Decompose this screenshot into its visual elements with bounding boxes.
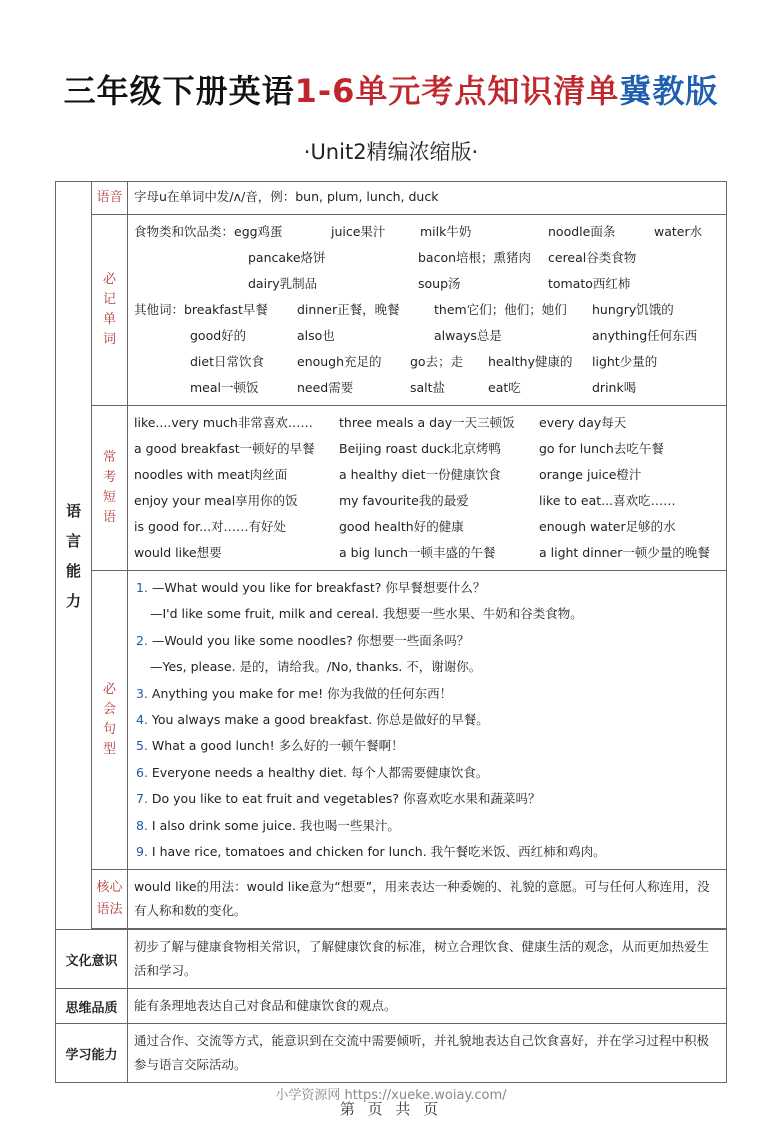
sentence-text: —Yes, please. 是的，请给我。/No, thanks. 不，谢谢你。 [150,659,482,675]
phrase-list [134,410,720,566]
label-words [92,215,128,406]
row-grammar [56,870,727,929]
sentence-item [136,681,718,707]
sentence-item [136,813,718,839]
sentence-item [136,601,718,627]
phrase-item: go for lunch去吃午餐 [539,441,664,456]
sentence-number: 6. [136,764,152,780]
word-line [134,271,720,297]
phrase-item: a good breakfast一顿好的早餐 [134,441,315,456]
row-phonetics [56,182,727,215]
sentence-item [136,654,718,680]
phrase-line [134,514,720,540]
title-part-2: 1-6单元考点知识清单 [294,72,620,110]
phrase-item: a light dinner一顿少量的晚餐 [539,545,710,560]
words-cell [128,215,727,406]
word-line [134,375,720,401]
sentence-number: 5. [136,738,152,754]
sentence-text: —Would you like some noodles? 你想要一些面条吗？ [151,632,470,648]
label-sentences [92,571,128,870]
sentence-number: 3. [136,685,152,701]
sentence-text: What a good lunch! 多么好的一顿午餐啊！ [151,738,404,754]
sentence-number: 4. [136,712,152,728]
word-item: anything任何东西 [592,328,698,343]
title-part-3: 冀教版 [619,72,719,110]
row-culture [56,930,727,989]
word-item: good好的 [190,328,247,343]
sentence-item [136,707,718,733]
phrase-item: every day每天 [539,415,627,430]
word-item: water水 [654,224,703,239]
page-title [0,66,782,112]
phrase-item: enough water足够的水 [539,519,676,534]
phrase-item: my favourite我的最爱 [339,493,469,508]
phrase-item: Beijing roast duck北京烤鸭 [339,441,502,456]
label-words-text: 必记单词 [102,272,116,347]
word-item: drink喝 [592,380,637,395]
phrase-item: is good for...对……有好处 [134,519,287,534]
word-item: tomato西红柿 [548,276,631,291]
footer-source: 小学资源网 https://xueke.woiay.com/ [275,1088,507,1103]
thinking-text: 能有条理地表达自己对食品和健康饮食的观点。 [128,989,727,1024]
sentence-item [136,786,718,812]
sentence-item [136,575,718,601]
phrase-line [134,410,720,436]
phrase-item: would like想要 [134,545,222,560]
word-item: go去；走 [410,354,464,369]
word-item: noodle面条 [548,224,616,239]
word-line [134,219,720,245]
row-phrases [56,406,727,571]
sentence-item [136,628,718,654]
sentence-item [136,839,718,865]
label-phrases [92,406,128,571]
phrase-item: a big lunch一顿丰盛的午餐 [339,545,496,560]
section-label-language-ability: 语言能力 [65,501,81,610]
sentence-number: 1. [136,580,152,595]
word-item: salt盐 [410,380,446,395]
word-item: bacon培根；熏猪肉 [418,250,532,265]
sentence-text: Everyone needs a healthy diet. 每个人都需要健康饮食。 [151,764,489,780]
culture-text: 初步了解与健康食物相关常识，了解健康饮食的标准，树立合理饮食、健康生活的观念，从而更加热爱生活和学习。 [128,930,727,989]
word-item: them它们；他们；她们 [434,302,567,317]
sentence-number: 7. [136,791,152,807]
page-subtitle: ·Unit2精编浓缩版· [303,140,479,164]
sentences-cell [128,571,727,870]
sentence-text: Anything you make for me! 你为我做的任何东西！ [151,685,453,701]
label-thinking: 思维品质 [56,989,128,1024]
row-words [56,215,727,406]
row-sentences [56,571,727,870]
word-item: also也 [297,328,335,343]
label-culture: 文化意识 [56,930,128,989]
word-item: 食物类和饮品类：egg鸡蛋 [134,224,283,239]
sentence-text: You always make a good breakfast. 你总是做好的早餐。 [151,712,489,728]
word-list [134,219,720,401]
title-part-1: 三年级下册英语 [63,72,295,110]
sentence-item [136,760,718,786]
sentence-list [136,575,718,865]
phrase-line [134,462,720,488]
sentence-item [136,733,718,759]
label-phrases-text: 常考短语 [102,450,116,525]
sentence-text: —I'd like some fruit, milk and cereal. 我想要一些水果、牛奶和谷类食物。 [150,606,583,622]
sentence-text: I have rice, tomatoes and chicken for lunch. 我午餐吃米饭、西红柿和鸡肉。 [151,844,606,860]
sentence-number: 2. [136,632,152,648]
section-language-ability [56,182,92,930]
phrase-item: enjoy your meal享用你的饭 [134,493,298,508]
label-learning: 学习能力 [56,1024,128,1083]
phrase-item: like to eat...喜欢吃…… [539,493,676,508]
phrase-item: good health好的健康 [339,519,464,534]
label-sentences-text: 必会句型 [102,682,116,758]
word-line [134,349,720,375]
word-item: enough充足的 [297,354,382,369]
phrase-item: orange juice橙汁 [539,467,642,482]
word-item: milk牛奶 [420,224,472,239]
word-item: hungry饥饿的 [592,302,674,317]
word-line [134,297,720,323]
label-grammar [92,870,128,929]
word-item: dairy乳制品 [248,276,318,291]
phrase-line [134,436,720,462]
word-item: juice果汁 [331,224,386,239]
word-item: meal一顿饭 [190,380,259,395]
phrases-cell [128,406,727,571]
phonetics-text: 字母u在单词中发/ʌ/音，例：bun, plum, lunch, duck [128,182,727,215]
word-item: cereal谷类食物 [548,250,637,265]
word-item: light少量的 [592,354,658,369]
word-item: need需要 [297,380,354,395]
word-item: diet日常饮食 [190,354,264,369]
row-thinking [56,989,727,1024]
knowledge-table [55,181,727,1083]
word-item: healthy健康的 [488,354,573,369]
sentence-text: —What would you like for breakfast? 你早餐想要什么？ [151,580,486,595]
word-item: always总是 [434,328,502,343]
word-item: eat吃 [488,380,521,395]
label-phonetics: 语音 [92,182,128,215]
sentence-number: 9. [136,844,152,860]
grammar-text: would like的用法：would like意为“想要”，用来表达一种委婉的、礼貌的意愿。可与任何人称连用，没有人称和数的变化。 [128,870,727,929]
learning-text: 通过合作、交流等方式，能意识到在交流中需要倾听，并礼貌地表达自己饮食喜好，并在学习过程中积极参与语言交际活动。 [128,1024,727,1083]
word-item: soup汤 [418,276,461,291]
word-item: pancake烙饼 [248,250,326,265]
phrase-item: a healthy diet一份健康饮食 [339,467,501,482]
label-grammar-text: 核心 语法 [96,880,123,918]
phrase-item: like....very much非常喜欢…… [134,415,313,430]
phrase-item: three meals a day一天三顿饭 [339,415,515,430]
word-item: 其他词：breakfast早餐 [134,302,268,317]
word-line [134,245,720,271]
phrase-line [134,488,720,514]
word-item: dinner正餐，晚餐 [297,302,400,317]
phrase-line [134,540,720,566]
sentence-number: 8. [136,817,152,833]
word-line [134,323,720,349]
sentence-text: Do you like to eat fruit and vegetables? 你喜欢吃水果和蔬菜吗？ [151,791,541,807]
sentence-text: I also drink some juice. 我也喝一些果汁。 [151,817,400,833]
page-number: 第 页 共 页 [339,1100,443,1118]
row-learning [56,1024,727,1083]
phrase-item: noodles with meat肉丝面 [134,467,288,482]
